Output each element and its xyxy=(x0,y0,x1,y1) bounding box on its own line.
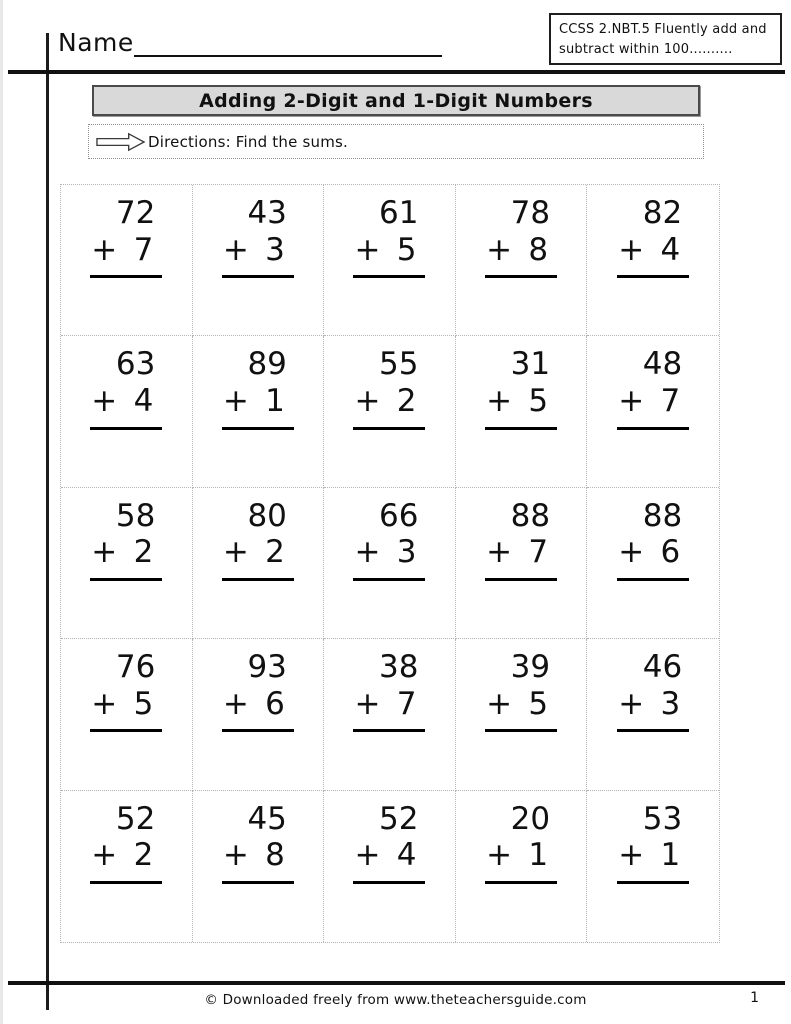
problem-cell xyxy=(193,488,325,639)
bottom-addend: 6 xyxy=(660,534,681,571)
right-arrow-icon xyxy=(96,132,146,152)
addition-problem xyxy=(353,499,425,581)
bottom-addend: 5 xyxy=(133,685,154,722)
addition-problem xyxy=(485,802,557,884)
plus-operator: + xyxy=(222,383,249,420)
plus-operator: + xyxy=(354,231,381,268)
footer-divider-line xyxy=(8,981,785,985)
bottom-addend: 2 xyxy=(265,534,285,571)
addition-problem xyxy=(485,650,557,732)
top-addend: 78 xyxy=(510,195,551,231)
addition-problem xyxy=(222,802,294,884)
problem-cell xyxy=(61,488,193,639)
plus-operator: + xyxy=(91,231,118,268)
top-addend: 43 xyxy=(247,195,287,231)
bottom-addend: 4 xyxy=(133,383,154,420)
bottom-addend: 8 xyxy=(528,231,549,268)
name-label: Name xyxy=(58,28,134,57)
addition-problem xyxy=(617,347,689,429)
problem-cell xyxy=(324,488,456,639)
plus-operator: + xyxy=(91,685,118,722)
directions-box xyxy=(88,124,704,159)
bottom-addend: 5 xyxy=(528,685,549,722)
addition-problem xyxy=(90,650,162,732)
addition-problem xyxy=(485,499,557,581)
addition-problem xyxy=(617,802,689,884)
addition-problem xyxy=(617,196,689,278)
problem-cell xyxy=(61,791,193,942)
plus-operator: + xyxy=(222,837,249,874)
problem-cell xyxy=(587,185,719,336)
plus-operator: + xyxy=(354,837,381,874)
problem-cell xyxy=(61,336,193,487)
problem-cell xyxy=(456,336,588,487)
top-addend: 66 xyxy=(379,497,419,534)
plus-operator: + xyxy=(91,383,118,420)
addition-problem xyxy=(90,499,162,581)
ccss-line-2: subtract within 100.......... xyxy=(559,41,733,57)
addition-problem xyxy=(353,802,425,884)
problem-cell xyxy=(456,185,588,336)
top-addend: 58 xyxy=(115,497,156,534)
problem-cell xyxy=(587,336,719,487)
notebook-margin-line xyxy=(46,33,49,1010)
addition-problem xyxy=(222,499,294,581)
plus-operator: + xyxy=(618,534,645,571)
top-addend: 31 xyxy=(510,346,551,383)
header-divider-line xyxy=(8,70,785,74)
bottom-addend: 7 xyxy=(660,383,681,420)
ccss-standard-box xyxy=(549,13,782,65)
bottom-addend: 2 xyxy=(133,837,154,874)
plus-operator: + xyxy=(354,383,381,420)
name-row xyxy=(58,28,442,57)
problem-cell xyxy=(324,336,456,487)
addition-problem xyxy=(90,802,162,884)
plus-operator: + xyxy=(91,837,118,874)
top-addend: 45 xyxy=(247,800,287,837)
top-addend: 82 xyxy=(642,195,683,231)
plus-operator: + xyxy=(486,383,513,420)
top-addend: 61 xyxy=(379,195,419,231)
problem-cell xyxy=(587,791,719,942)
addition-problem xyxy=(485,347,557,429)
top-addend: 89 xyxy=(247,346,287,383)
plus-operator: + xyxy=(354,685,381,722)
bottom-addend: 1 xyxy=(265,383,285,420)
top-addend: 52 xyxy=(379,800,419,837)
page-number: 1 xyxy=(750,990,759,1006)
addition-problem xyxy=(222,650,294,732)
scan-edge-shadow xyxy=(0,0,3,1024)
top-addend: 53 xyxy=(642,800,683,837)
name-write-line[interactable] xyxy=(134,32,442,57)
problem-cell xyxy=(324,791,456,942)
top-addend: 76 xyxy=(115,649,156,686)
top-addend: 55 xyxy=(379,346,419,383)
top-addend: 88 xyxy=(642,497,683,534)
bottom-addend: 5 xyxy=(528,383,549,420)
directions-text: Directions: Find the sums. xyxy=(148,132,349,151)
bottom-addend: 4 xyxy=(660,231,681,268)
problem-cell xyxy=(587,488,719,639)
top-addend: 46 xyxy=(642,649,683,686)
plus-operator: + xyxy=(486,231,513,268)
bottom-addend: 3 xyxy=(396,534,417,571)
addition-problem xyxy=(617,499,689,581)
addition-problem xyxy=(353,196,425,278)
problem-cell xyxy=(456,791,588,942)
problem-cell xyxy=(193,336,325,487)
top-addend: 72 xyxy=(115,195,156,231)
top-addend: 80 xyxy=(247,497,287,534)
problem-cell xyxy=(324,185,456,336)
bottom-addend: 3 xyxy=(265,231,285,268)
bottom-addend: 7 xyxy=(396,685,417,722)
addition-problem xyxy=(617,650,689,732)
bottom-addend: 6 xyxy=(265,685,285,722)
top-addend: 63 xyxy=(115,346,156,383)
problem-cell xyxy=(61,639,193,790)
plus-operator: + xyxy=(618,685,645,722)
problem-cell xyxy=(193,639,325,790)
addition-problem xyxy=(222,196,294,278)
bottom-addend: 7 xyxy=(133,231,154,268)
problem-cell xyxy=(456,639,588,790)
bottom-addend: 5 xyxy=(396,231,417,268)
bottom-addend: 1 xyxy=(528,837,549,874)
top-addend: 88 xyxy=(510,497,551,534)
bottom-addend: 1 xyxy=(660,837,681,874)
plus-operator: + xyxy=(486,685,513,722)
addition-problem xyxy=(90,347,162,429)
bottom-addend: 2 xyxy=(396,383,417,420)
plus-operator: + xyxy=(618,383,645,420)
top-addend: 39 xyxy=(510,649,551,686)
plus-operator: + xyxy=(91,534,118,571)
addition-problem xyxy=(353,650,425,732)
plus-operator: + xyxy=(354,534,381,571)
footer-credit: © Downloaded freely from www.theteachersguide.com xyxy=(204,992,587,1008)
plus-operator: + xyxy=(486,837,513,874)
page-title: Adding 2-Digit and 1-Digit Numbers xyxy=(199,89,593,112)
top-addend: 38 xyxy=(379,649,419,686)
plus-operator: + xyxy=(486,534,513,571)
addition-problem xyxy=(90,196,162,278)
problem-cell xyxy=(61,185,193,336)
addition-problem xyxy=(353,347,425,429)
worksheet-title-bar xyxy=(92,85,700,116)
plus-operator: + xyxy=(222,685,249,722)
plus-operator: + xyxy=(618,231,645,268)
plus-operator: + xyxy=(618,837,645,874)
plus-operator: + xyxy=(222,231,249,268)
problem-cell xyxy=(587,639,719,790)
bottom-addend: 4 xyxy=(396,837,417,874)
problem-cell xyxy=(193,791,325,942)
plus-operator: + xyxy=(222,534,249,571)
problem-cell xyxy=(456,488,588,639)
problems-grid xyxy=(60,184,720,943)
bottom-addend: 3 xyxy=(660,685,681,722)
bottom-addend: 2 xyxy=(133,534,154,571)
bottom-addend: 8 xyxy=(265,837,285,874)
addition-problem xyxy=(222,347,294,429)
top-addend: 52 xyxy=(115,800,156,837)
bottom-addend: 7 xyxy=(528,534,549,571)
addition-problem xyxy=(485,196,557,278)
top-addend: 93 xyxy=(247,649,287,686)
top-addend: 20 xyxy=(510,800,551,837)
problem-cell xyxy=(193,185,325,336)
ccss-line-1: CCSS 2.NBT.5 Fluently add and xyxy=(559,22,767,37)
top-addend: 48 xyxy=(642,346,683,383)
problem-cell xyxy=(324,639,456,790)
